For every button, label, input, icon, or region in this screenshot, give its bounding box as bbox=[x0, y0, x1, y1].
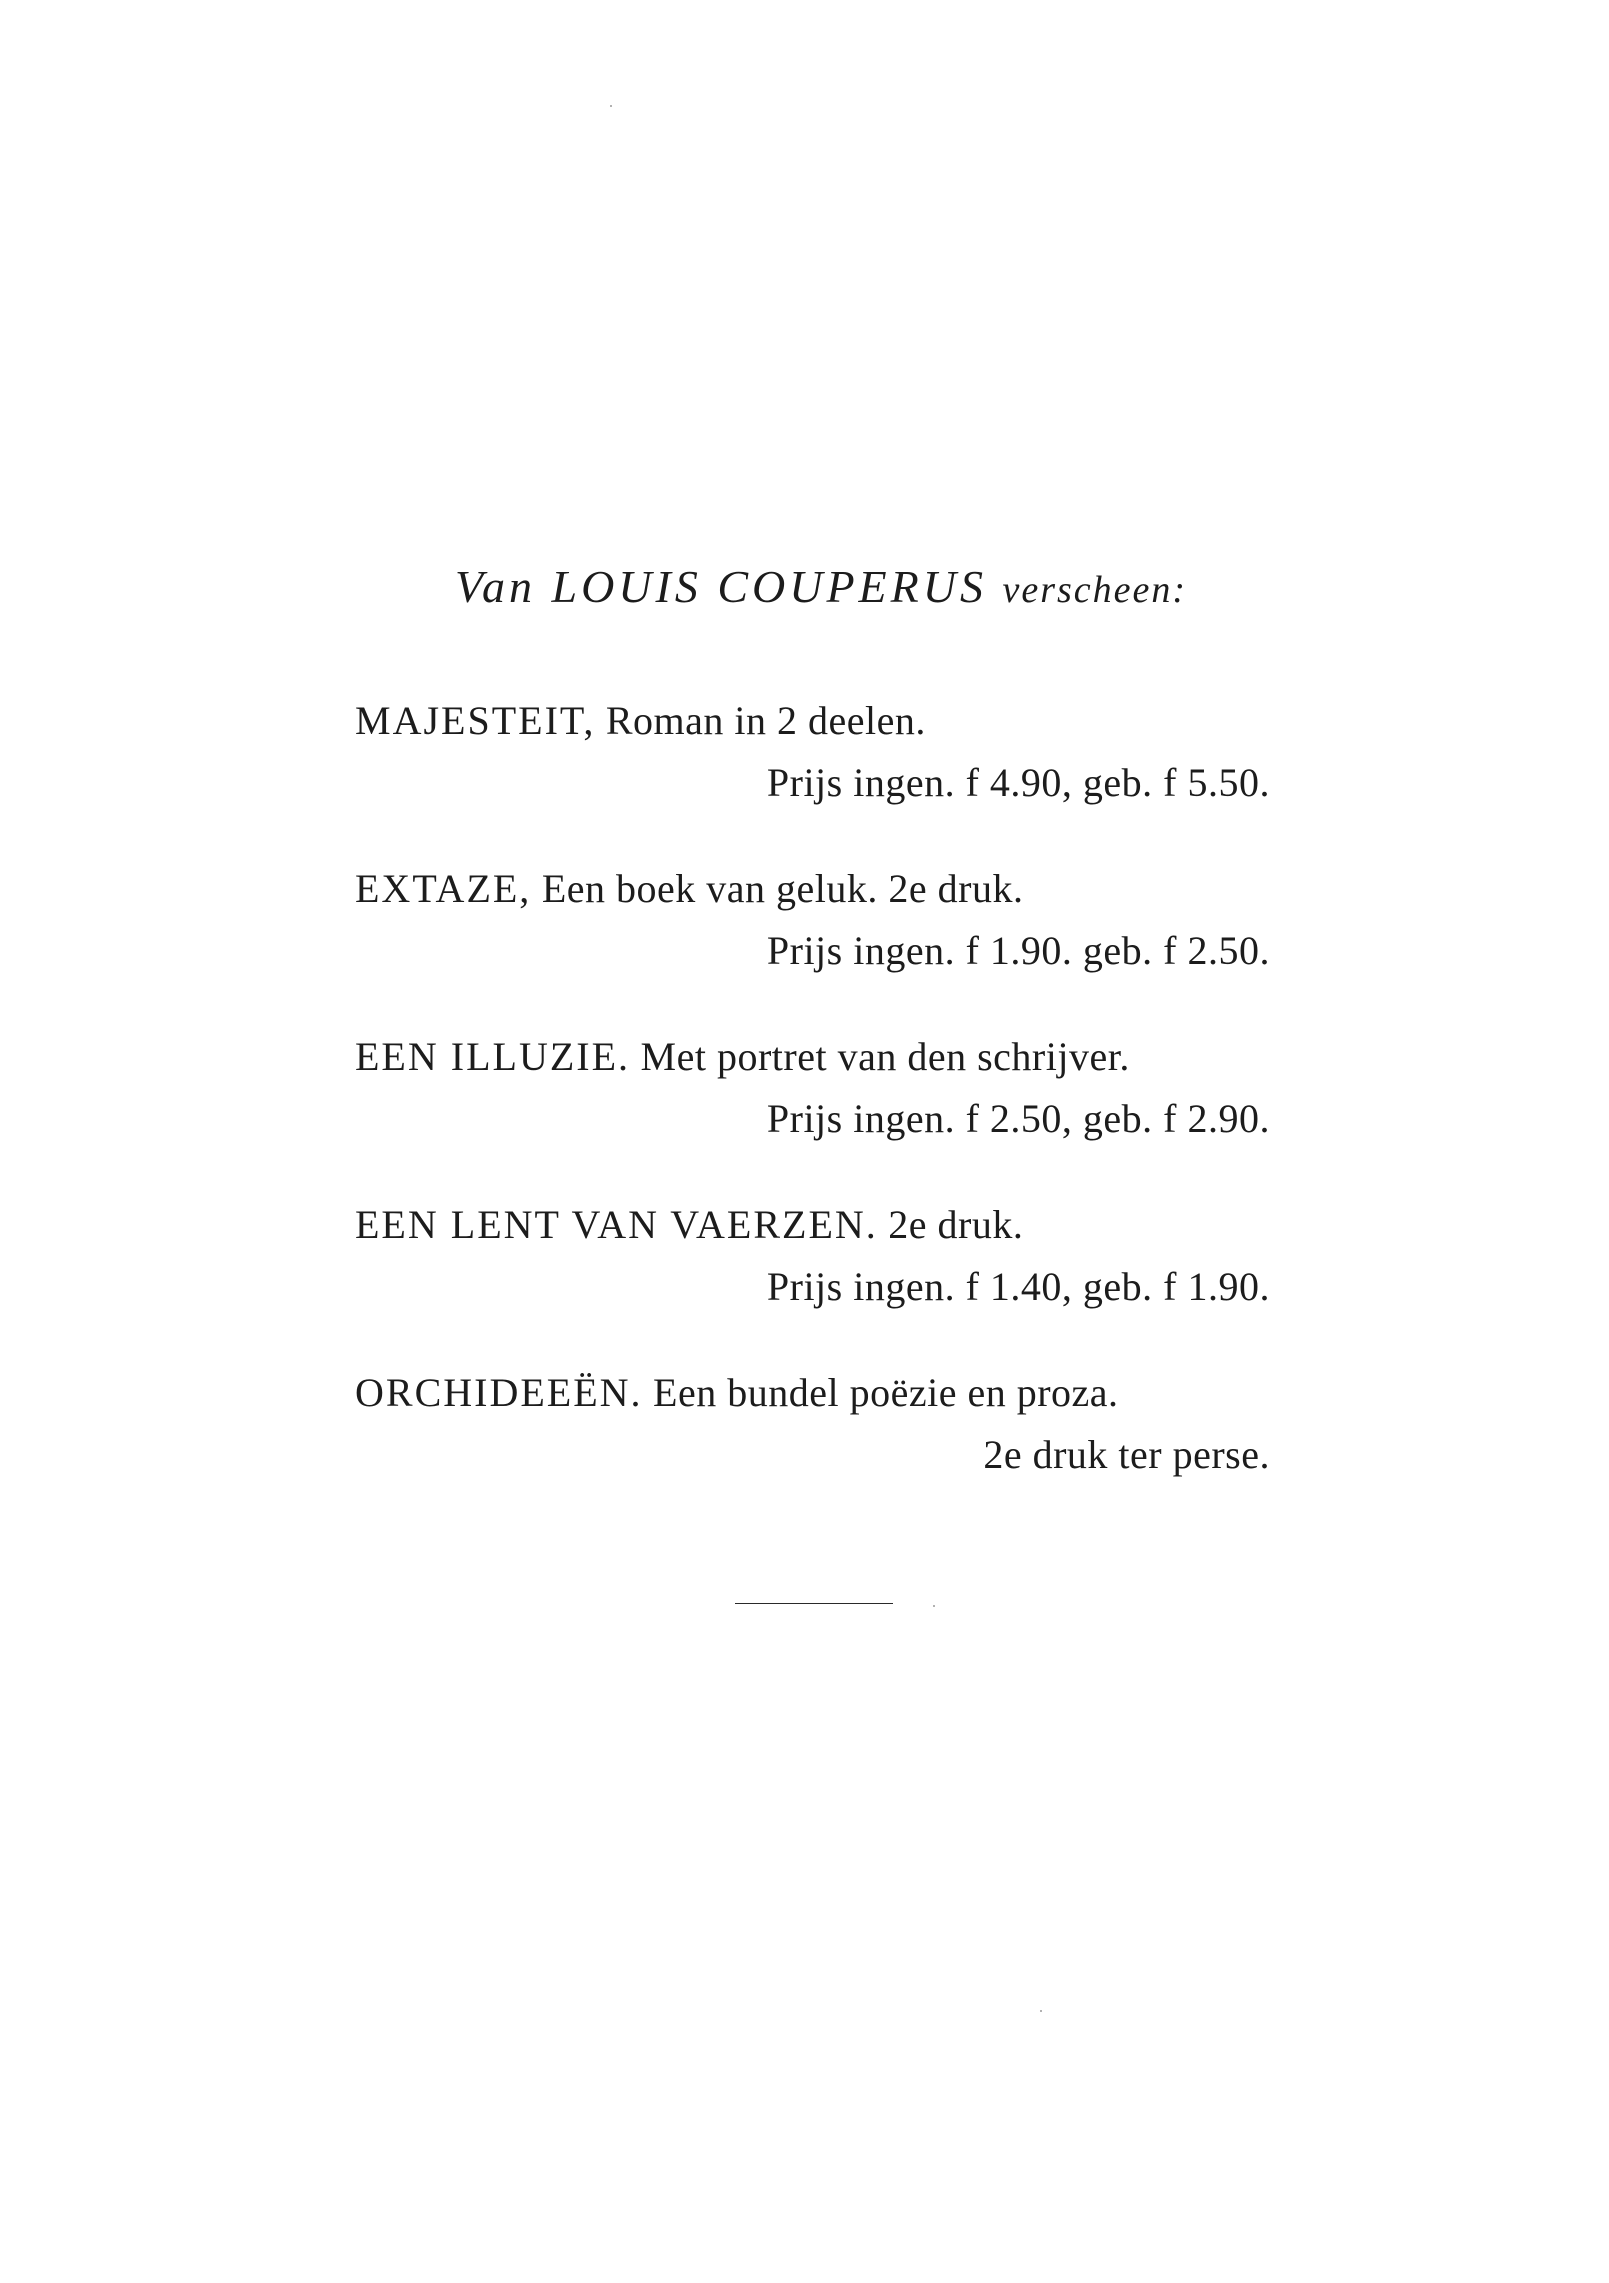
heading-author: LOUIS COUPERUS bbox=[551, 561, 987, 612]
book-entry bbox=[355, 1194, 1270, 1318]
book-entry bbox=[355, 1362, 1270, 1486]
book-title: MAJESTEIT, bbox=[355, 698, 596, 743]
ornamental-rule bbox=[735, 1603, 893, 1604]
book-title: ORCHIDEEËN. bbox=[355, 1370, 643, 1415]
book-price: Prijs ingen. f 1.40, geb. f 1.90. bbox=[766, 1264, 1270, 1309]
paper-speck bbox=[1040, 2010, 1042, 2012]
book-status: 2e druk ter perse. bbox=[983, 1432, 1270, 1477]
book-title-line bbox=[355, 1026, 1270, 1088]
page-heading bbox=[455, 560, 1187, 613]
paper-speck bbox=[933, 1605, 935, 1607]
book-title-line bbox=[355, 858, 1270, 920]
book-subtitle: Met portret van den schrijver. bbox=[640, 1034, 1130, 1079]
book-title-line bbox=[355, 690, 1270, 752]
book-list bbox=[355, 690, 1270, 1530]
heading-suffix: verscheen: bbox=[1002, 569, 1188, 611]
book-price: Prijs ingen. f 2.50, geb. f 2.90. bbox=[766, 1096, 1270, 1141]
book-subtitle: Roman in 2 deelen. bbox=[605, 698, 926, 743]
book-price: Prijs ingen. f 4.90, geb. f 5.50. bbox=[766, 760, 1270, 805]
book-entry bbox=[355, 858, 1270, 982]
book-subtitle: Een boek van geluk. 2e druk. bbox=[541, 866, 1024, 911]
book-subtitle: 2e druk. bbox=[888, 1202, 1024, 1247]
heading-prefix: Van bbox=[455, 561, 536, 612]
book-price: Prijs ingen. f 1.90. geb. f 2.50. bbox=[766, 928, 1270, 973]
paper-speck bbox=[610, 105, 612, 107]
book-title-line bbox=[355, 1362, 1270, 1424]
book-title: EEN LENT VAN VAERZEN. bbox=[355, 1202, 878, 1247]
book-title: EEN ILLUZIE. bbox=[355, 1034, 631, 1079]
book-entry bbox=[355, 690, 1270, 814]
book-subtitle: Een bundel poëzie en proza. bbox=[653, 1370, 1119, 1415]
book-title-line bbox=[355, 1194, 1270, 1256]
book-title: EXTAZE, bbox=[355, 866, 532, 911]
book-entry bbox=[355, 1026, 1270, 1150]
